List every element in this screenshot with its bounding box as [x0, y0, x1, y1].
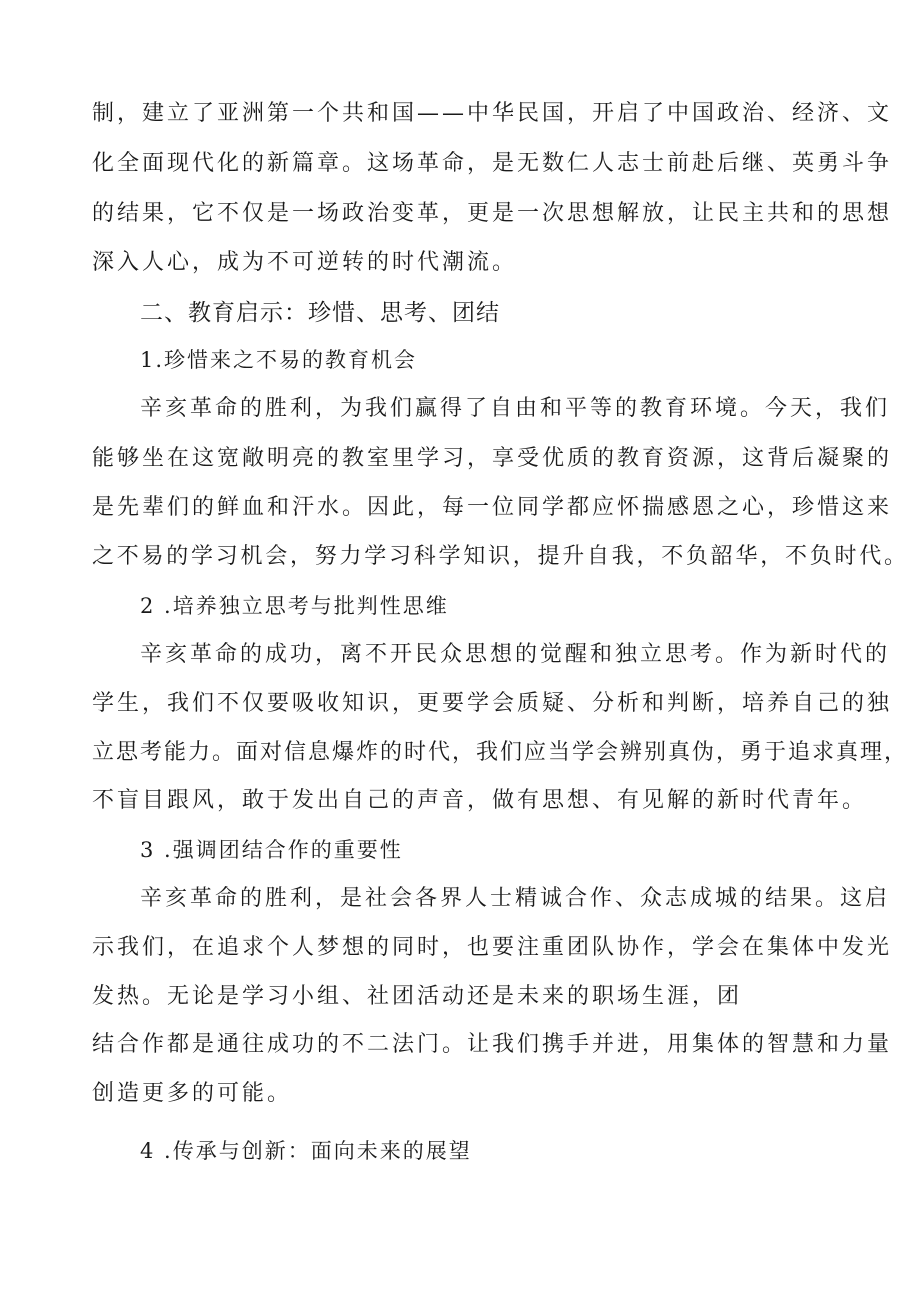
subsection-title: 3 .强调团结合作的重要性: [140, 838, 403, 862]
paragraph-line: 结合作都是通往成功的不二法门。让我们携手并进，用集体的智慧和力量: [92, 1032, 893, 1057]
paragraph-line: 创造更多的可能。: [92, 1081, 293, 1106]
paragraph-line: 辛亥革命的成功，离不开民众思想的觉醒和独立思考。作为新时代的: [140, 642, 891, 667]
subsection-title: 1.珍惜来之不易的教育机会: [140, 348, 418, 372]
paragraph-line: 是先辈们的鲜血和汗水。因此，每一位同学都应怀揣感恩之心，珍惜这来: [92, 495, 893, 520]
paragraph-line: 的结果，它不仅是一场政治变革，更是一次思想解放，让民主共和的思想: [92, 201, 893, 226]
paragraph-line: 示我们，在追求个人梦想的同时，也要注重团队协作，学会在集体中发光: [92, 935, 893, 960]
paragraph-line: 制，建立了亚洲第一个共和国——中华民国，开启了中国政治、经济、文: [92, 101, 893, 126]
subsection-title: 4 .传承与创新：面向未来的展望: [140, 1139, 472, 1163]
paragraph-line: 能够坐在这宽敞明亮的教室里学习，享受优质的教育资源，这背后凝聚的: [92, 446, 893, 471]
paragraph-line: 学生，我们不仅要吸收知识，更要学会质疑、分析和判断，培养自己的独: [92, 691, 893, 716]
paragraph-line: 辛亥革命的胜利，是社会各界人士精诚合作、众志成城的结果。这启: [140, 886, 891, 911]
paragraph-line: 立思考能力。面对信息爆炸的时代，我们应当学会辨别真伪，勇于追求真理，: [92, 740, 909, 765]
paragraph-line: 深入人心，成为不可逆转的时代潮流。: [92, 250, 518, 275]
paragraph-line: 发热。无论是学习小组、社团活动还是未来的职场生涯，团: [92, 984, 743, 1009]
subsection-title: 2 .培养独立思考与批判性思维: [140, 594, 449, 618]
paragraph-line: 辛亥革命的胜利，为我们赢得了自由和平等的教育环境。今天，我们: [140, 396, 891, 421]
paragraph-line: 不盲目跟风，敢于发出自己的声音，做有思想、有见解的新时代青年。: [92, 788, 868, 813]
section-heading: 二、教育启示：珍惜、思考、团结: [140, 300, 500, 326]
paragraph-line: 之不易的学习机会，努力学习科学知识，提升自我，不负韶华，不负时代。: [92, 544, 909, 569]
paragraph-line: 化全面现代化的新篇章。这场革命，是无数仁人志士前赴后继、英勇斗争: [92, 151, 893, 176]
